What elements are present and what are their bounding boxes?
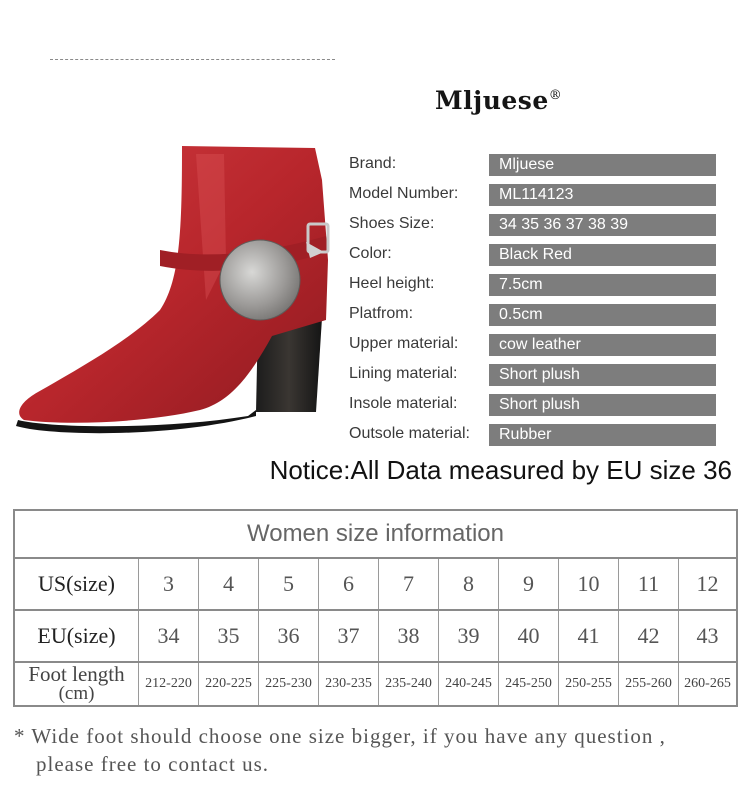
table-cell: 4 bbox=[198, 559, 258, 609]
spec-row-upper-material bbox=[349, 332, 729, 362]
table-cell: 38 bbox=[378, 611, 438, 661]
spec-value: Rubber bbox=[489, 424, 716, 446]
table-cell: 6 bbox=[318, 559, 378, 609]
spec-value: ML114123 bbox=[489, 184, 716, 206]
spec-label: Model Number: bbox=[349, 185, 459, 202]
dashed-divider bbox=[50, 59, 335, 60]
row-header: US(size) bbox=[38, 571, 115, 596]
row-header-label: Foot length bbox=[28, 662, 125, 686]
table-cell: 240-245 bbox=[438, 663, 498, 705]
table-row-us-size bbox=[15, 559, 736, 611]
spec-label: Shoes Size: bbox=[349, 215, 435, 232]
row-header: EU(size) bbox=[37, 623, 116, 648]
spec-value: 34 35 36 37 38 39 bbox=[489, 214, 716, 236]
table-cell: 11 bbox=[618, 559, 678, 609]
table-cell: 34 bbox=[138, 611, 198, 661]
table-cell: 42 bbox=[618, 611, 678, 661]
spec-row-lining-material bbox=[349, 362, 729, 392]
table-cell: 245-250 bbox=[498, 663, 558, 705]
table-cell: 35 bbox=[198, 611, 258, 661]
table-cell: 12 bbox=[678, 559, 736, 609]
spec-list bbox=[349, 152, 729, 452]
table-cell: 39 bbox=[438, 611, 498, 661]
spec-label: Heel height: bbox=[349, 275, 435, 292]
registered-mark: ® bbox=[548, 88, 563, 103]
footnote-line-1: * Wide foot should choose one size bigger, if you have any question , bbox=[14, 724, 666, 748]
table-cell: 235-240 bbox=[378, 663, 438, 705]
size-table bbox=[13, 509, 738, 707]
spec-value: Mljuese bbox=[489, 154, 716, 176]
spec-row-color bbox=[349, 242, 729, 272]
table-row-eu-size bbox=[15, 611, 736, 663]
table-cell: 7 bbox=[378, 559, 438, 609]
table-cell: 10 bbox=[558, 559, 618, 609]
spec-value: Short plush bbox=[489, 364, 716, 386]
spec-value: Short plush bbox=[489, 394, 716, 416]
spec-value: Black Red bbox=[489, 244, 716, 266]
table-cell: 5 bbox=[258, 559, 318, 609]
table-cell: 36 bbox=[258, 611, 318, 661]
row-header bbox=[15, 663, 138, 705]
table-cell: 212-220 bbox=[138, 663, 198, 705]
spec-row-platform bbox=[349, 302, 729, 332]
spec-value: cow leather bbox=[489, 334, 716, 356]
table-cell: 37 bbox=[318, 611, 378, 661]
boot-product-image bbox=[10, 140, 340, 440]
table-cell: 9 bbox=[498, 559, 558, 609]
table-row-foot-length bbox=[15, 663, 736, 705]
spec-label: Color: bbox=[349, 245, 392, 262]
spec-value: 7.5cm bbox=[489, 274, 716, 296]
spec-label: Upper material: bbox=[349, 335, 459, 352]
size-table-title: Women size information bbox=[15, 511, 736, 559]
table-cell: 8 bbox=[438, 559, 498, 609]
table-cell: 41 bbox=[558, 611, 618, 661]
table-cell: 255-260 bbox=[618, 663, 678, 705]
table-cell: 40 bbox=[498, 611, 558, 661]
row-header-unit: (cm) bbox=[58, 683, 95, 704]
spec-value: 0.5cm bbox=[489, 304, 716, 326]
table-cell: 260-265 bbox=[678, 663, 736, 705]
table-cell: 3 bbox=[138, 559, 198, 609]
spec-row-shoes-size bbox=[349, 212, 729, 242]
spec-row-outsole-material bbox=[349, 422, 729, 452]
notice-text: Notice:All Data measured by EU size 36 bbox=[269, 455, 732, 485]
table-cell: 220-225 bbox=[198, 663, 258, 705]
spec-label: Lining material: bbox=[349, 365, 458, 382]
brand-logo bbox=[435, 86, 562, 122]
table-cell: 250-255 bbox=[558, 663, 618, 705]
footnote bbox=[14, 722, 744, 778]
brand-logo-text: Mljuese bbox=[435, 86, 549, 115]
table-cell: 230-235 bbox=[318, 663, 378, 705]
spec-row-heel-height bbox=[349, 272, 729, 302]
footnote-line-2: please free to contact us. bbox=[36, 752, 269, 776]
table-cell: 43 bbox=[678, 611, 736, 661]
spec-row-insole-material bbox=[349, 392, 729, 422]
spec-label: Brand: bbox=[349, 155, 397, 172]
spec-label: Platfrom: bbox=[349, 305, 414, 322]
table-cell: 225-230 bbox=[258, 663, 318, 705]
spec-label: Outsole material: bbox=[349, 425, 470, 442]
spec-row-model-number bbox=[349, 182, 729, 212]
spec-row-brand bbox=[349, 152, 729, 182]
spec-label: Insole material: bbox=[349, 395, 458, 412]
